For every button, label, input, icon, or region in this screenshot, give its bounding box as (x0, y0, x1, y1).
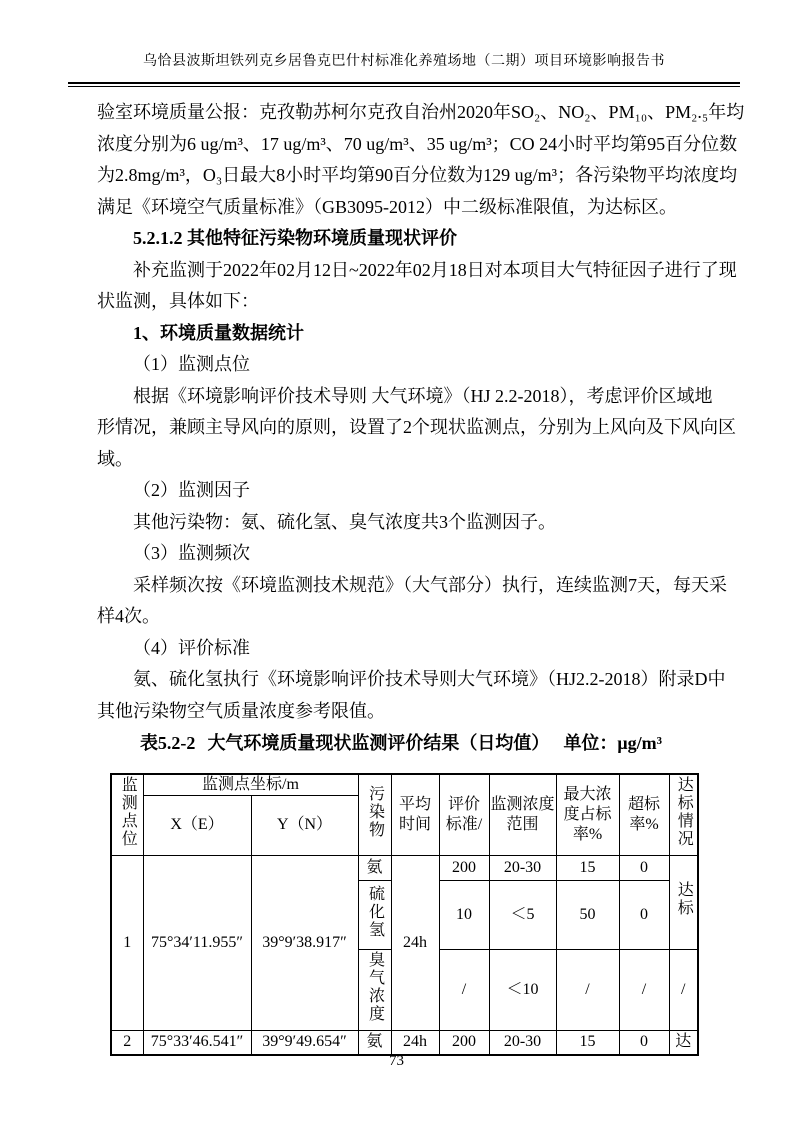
header-divider (68, 82, 740, 87)
cell-pollutant-odor: 臭气浓度 (358, 949, 391, 1030)
body-line: 其他污染物空气质量浓度参考限值。 (97, 700, 385, 721)
cell-y-2: 39°9′49.654″ (251, 1030, 358, 1055)
cell-pollutant-ammonia-2: 氨 (358, 1030, 391, 1055)
body-line: 验室环境质量公报：克孜勒苏柯尔克孜自治州2020年SO₂、NO₂、PM₁₀、PM₂.₅年均 (97, 102, 745, 122)
page-header-title: 乌恰县波斯坦铁列克乡居鲁克巴什村标准化养殖场地（二期）项目环境影响报告书 (143, 54, 665, 69)
cell-site-2: 2 (111, 1030, 143, 1055)
col-header-coords: 监测点坐标/m (143, 774, 358, 796)
list-item-3: （3）监测频次 (133, 543, 250, 563)
cell-site-1: 1 (111, 855, 143, 1030)
body-line: 状监测，具体如下： (97, 291, 259, 311)
col-header-standard: 评价标准/ (439, 774, 489, 856)
cell-range: 20-30 (489, 1030, 556, 1055)
cell-pollutant-h2s: 硫化氢 (358, 880, 391, 949)
cell-max-ratio: 15 (556, 1030, 619, 1055)
col-header-exceed-rate: 超标率% (619, 774, 669, 856)
cell-standard: 10 (439, 880, 489, 949)
body-line: 浓度分别为6 ug/m³、17 ug/m³、70 ug/m³、35 ug/m³；CO 24小时平均第95百分位数 (97, 133, 738, 154)
table-title (97, 728, 705, 760)
list-item-4: （4）评价标准 (133, 637, 250, 658)
cell-max-ratio: / (556, 949, 619, 1030)
col-header-y: Y（N） (251, 795, 358, 855)
col-header-avg-time: 平均时间 (391, 774, 439, 856)
section-heading-5212: 5.2.1.2 其他特征污染物环境质量现状评价 (133, 228, 457, 248)
col-header-range: 监测浓度范围 (489, 774, 556, 856)
cell-attainment-2: 达 (669, 1030, 698, 1055)
body-line: 满足《环境空气质量标准》（GB3095-2012）中二级标准限值，为达标区。 (97, 196, 677, 217)
content-area (97, 97, 745, 1056)
body-line: 补充监测于2022年02月12日~2022年02月18日对本项目大气特征因子进行了现 (133, 259, 737, 280)
table-unit-label: 单位：μg/m³ (563, 733, 663, 753)
table-number: 表5.2-2 (139, 733, 196, 753)
col-header-pollutant: 污染物 (358, 774, 391, 856)
col-header-site: 监测点位 (111, 774, 143, 856)
cell-x-2: 75°33′46.541″ (143, 1030, 251, 1055)
monitoring-results-table (110, 773, 699, 1057)
cell-standard: 200 (439, 1030, 489, 1055)
cell-attainment-1: 达标 (669, 855, 698, 949)
body-line: 样4次。 (97, 606, 160, 626)
body-line: 根据《环境影响评价技术导则 大气环境》（HJ 2.2-2018），考虑评价区域地 (133, 385, 713, 406)
list-item-2: （2）监测因子 (133, 480, 250, 500)
cell-standard: 200 (439, 855, 489, 880)
body-line: 为2.8mg/m³，O₃日最大8小时平均第90百分位数为129 ug/m³；各污染物平均浓度均 (97, 165, 738, 185)
subsection-heading-1: 1、环境质量数据统计 (133, 322, 304, 343)
cell-y-1: 39°9′38.917″ (251, 855, 358, 1030)
cell-exceed-rate: 0 (619, 1030, 669, 1055)
cell-avg-time-2: 24h (391, 1030, 439, 1055)
col-header-x: X（E） (143, 795, 251, 855)
page-number: 73 (389, 1053, 404, 1069)
cell-range: ＜10 (489, 949, 556, 1030)
body-line: 其他污染物：氨、硫化氢、臭气浓度共3个监测因子。 (133, 511, 556, 532)
cell-avg-time-1: 24h (391, 855, 439, 1030)
table-caption: 大气环境质量现状监测评价结果（日均值） (207, 733, 550, 753)
cell-range: 20-30 (489, 855, 556, 880)
cell-x-1: 75°34′11.955″ (143, 855, 251, 1030)
body-line: 域。 (97, 448, 133, 469)
cell-max-ratio: 50 (556, 880, 619, 949)
cell-attainment-odor: / (669, 949, 698, 1030)
list-item-1: （1）监测点位 (133, 354, 250, 374)
cell-pollutant-ammonia: 氨 (358, 855, 391, 880)
cell-max-ratio: 15 (556, 855, 619, 880)
cell-range: ＜5 (489, 880, 556, 949)
cell-standard: / (439, 949, 489, 1030)
body-line: 形情况，兼顾主导风向的原则，设置了2个现状监测点，分别为上风向及下风向区 (97, 417, 736, 437)
col-header-attainment: 达标情况 (669, 774, 698, 856)
cell-exceed-rate: 0 (619, 880, 669, 949)
cell-exceed-rate: 0 (619, 855, 669, 880)
body-line: 采样频次按《环境监测技术规范》（大气部分）执行，连续监测7天，每天采 (133, 574, 727, 595)
body-line: 氨、硫化氢执行《环境影响评价技术导则大气环境》（HJ2.2-2018）附录D中 (133, 669, 726, 689)
cell-exceed-rate: / (619, 949, 669, 1030)
col-header-max-ratio: 最大浓度占标率% (556, 774, 619, 856)
